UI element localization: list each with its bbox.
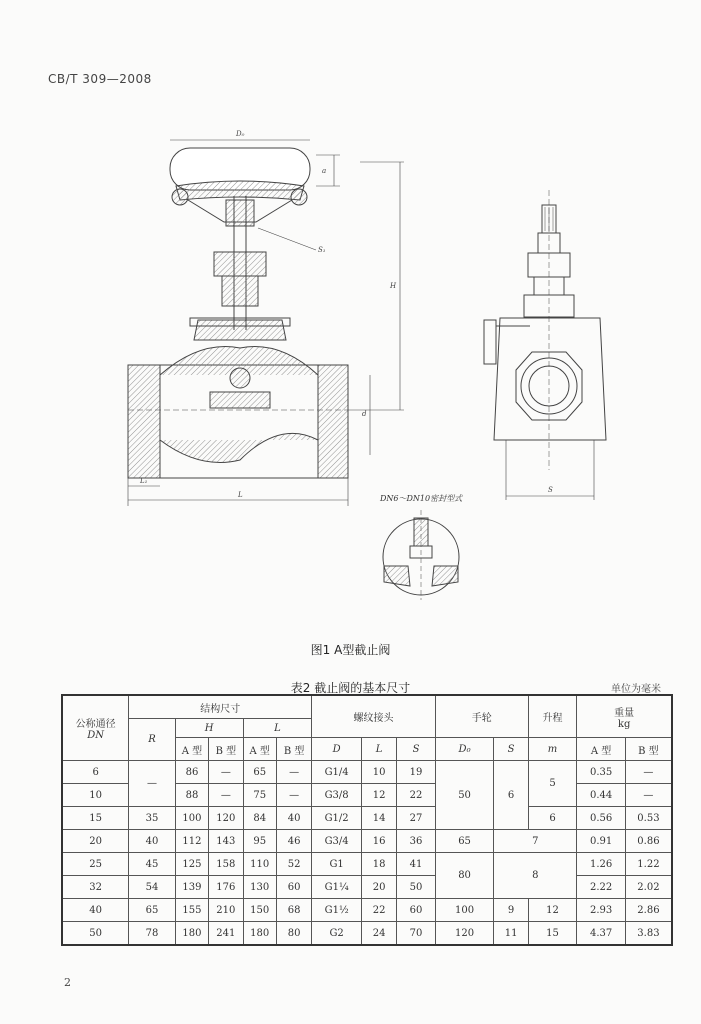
header-handwheel: 手轮 — [435, 695, 528, 738]
dim-label-l1: L₁ — [140, 477, 148, 485]
detail-view — [383, 510, 459, 600]
header-lift: 升程 — [528, 695, 577, 738]
header-l: L — [243, 719, 312, 738]
front-section-view — [128, 140, 404, 506]
valve-drawing — [0, 120, 701, 620]
table-row: 20 40 112 143 95 46 G3/4 16 36 65 7 0.91 0.86 — [62, 830, 672, 853]
header-handwheel-s: S — [494, 738, 528, 761]
header-l-a: A 型 — [243, 738, 276, 761]
header-d0: D₀ — [435, 738, 494, 761]
header-h-a: A 型 — [175, 738, 208, 761]
table-row: 25 45 125 158 110 52 G1 18 41 80 8 1.26 1.22 — [62, 853, 672, 876]
header-h: H — [175, 719, 243, 738]
figure-caption: 图1 A型截止阀 — [310, 643, 391, 657]
header-r: R — [129, 719, 176, 761]
header-weight: 重量 kg — [577, 695, 672, 738]
header-m: m — [528, 738, 577, 761]
detail-label: DN6～DN10密封型式 — [380, 494, 463, 503]
document-header: CB/T 309—2008 — [48, 72, 152, 86]
dim-label-l: L — [238, 491, 243, 499]
page-number: 2 — [64, 976, 71, 989]
header-l-b: B 型 — [276, 738, 311, 761]
table-row: 15 35 100 120 84 40 G1/2 14 27 6 0.56 0.53 — [62, 807, 672, 830]
table-row: 50 78 180 241 180 80 G2 24 70 120 11 15 4.37 3.83 — [62, 922, 672, 946]
table-title: 表2 截止阀的基本尺寸 — [290, 681, 411, 695]
table-row: 40 65 155 210 150 68 G1½ 22 60 100 9 12 2.93 2.86 — [62, 899, 672, 922]
side-view — [484, 190, 606, 500]
table-row: 10 88 — 75 — G3/8 12 22 0.44 — — [62, 784, 672, 807]
dimensions-table — [61, 694, 673, 946]
table-unit: 单位为毫米 — [611, 684, 661, 695]
dim-label-s1: S₁ — [318, 246, 326, 254]
header-s: S — [397, 738, 435, 761]
header-thread: 螺纹接头 — [312, 695, 435, 738]
header-weight-b: B 型 — [625, 738, 672, 761]
dim-label-a: a — [322, 167, 327, 175]
table-row: 6 — 86 — 65 — G1/4 10 19 50 6 5 0.35 — — [62, 761, 672, 784]
dim-label-h: H — [390, 282, 397, 290]
header-d: D — [312, 738, 362, 761]
header-thread-l: L — [361, 738, 396, 761]
table-row: 32 54 139 176 130 60 G1¼ 20 50 2.22 2.02 — [62, 876, 672, 899]
dim-label-s: S — [548, 486, 553, 494]
dim-label-d: d — [362, 410, 367, 418]
header-weight-a: A 型 — [577, 738, 626, 761]
dim-label-d0: D₀ — [236, 130, 245, 138]
header-nominal: 公称通径 DN — [62, 695, 129, 761]
header-h-b: B 型 — [209, 738, 243, 761]
header-struct: 结构尺寸 — [129, 695, 312, 719]
